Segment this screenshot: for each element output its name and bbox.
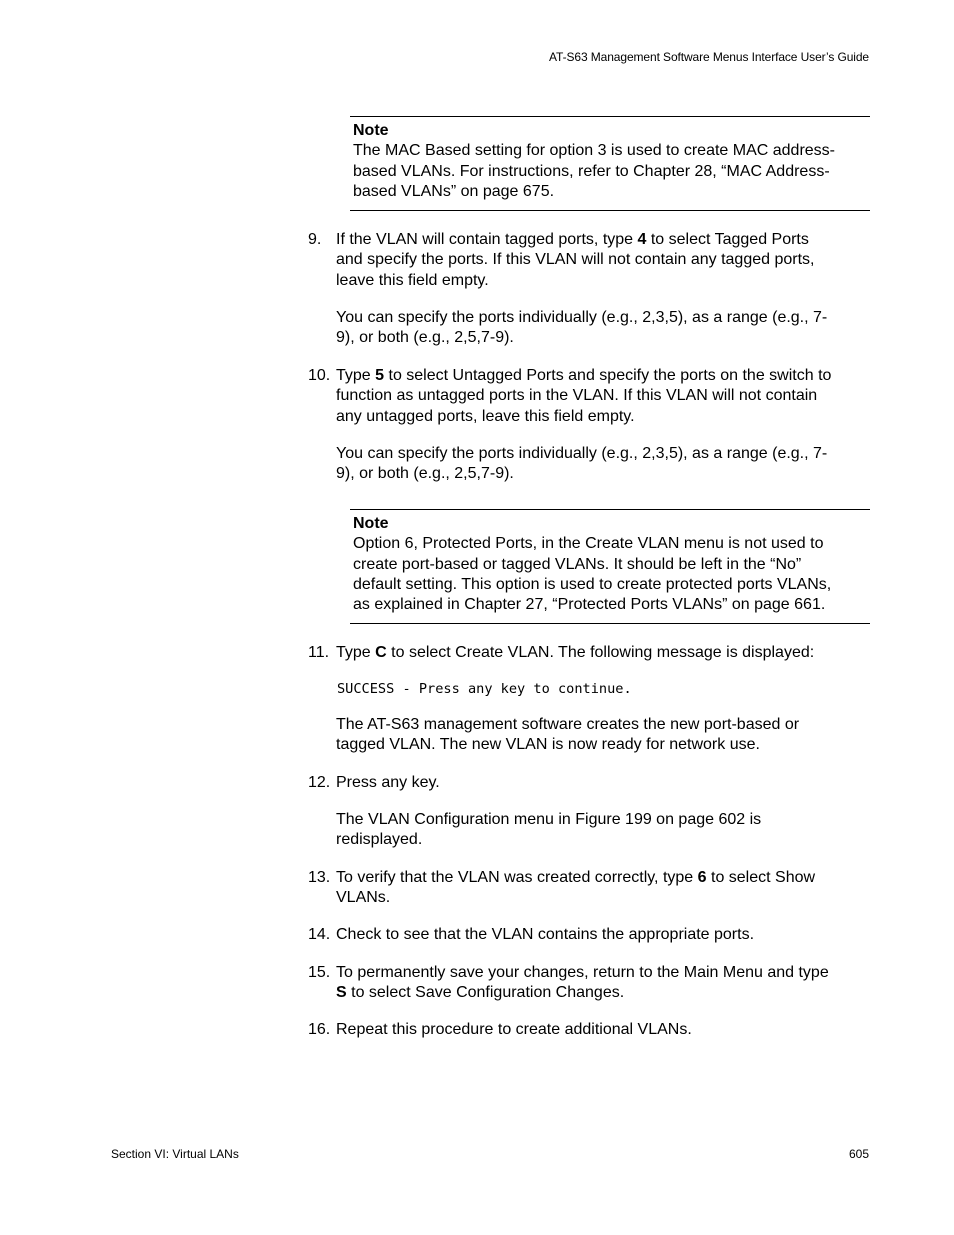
paragraph-result xyxy=(336,715,871,756)
step-text: Check to see that the VLAN contains the appropriate ports. xyxy=(336,926,755,943)
key-label: S xyxy=(336,984,347,1002)
step-text: to select Tagged Ports xyxy=(646,231,809,248)
paragraph-port-spec xyxy=(336,308,871,349)
step-text: to select Create VLAN. The following message is displayed: xyxy=(386,644,815,661)
key-label: 5 xyxy=(375,367,385,384)
console-message: SUCCESS - Press any key to continue. xyxy=(337,681,632,697)
step-number: 12. xyxy=(308,774,331,791)
paragraph-port-spec xyxy=(336,444,871,485)
note-line: default setting. This option is used to create protected ports VLANs, xyxy=(353,575,832,593)
paragraph-line: 9), or both (e.g., 2,5,7-9). xyxy=(336,329,514,347)
step-number: 16. xyxy=(308,1021,331,1038)
step-text: leave this field empty. xyxy=(336,271,489,289)
step-text: to select Untagged Ports and specify the ports on the switch to xyxy=(384,367,832,384)
paragraph-line: 9), or both (e.g., 2,5,7-9). xyxy=(336,465,514,483)
step-number: 15. xyxy=(308,964,331,981)
step-number: 14. xyxy=(308,926,331,943)
step-text: and specify the ports. If this VLAN will not contain any tagged ports, xyxy=(336,251,815,269)
paragraph-line: You can specify the ports individually (e.g., 2,3,5), as a range (e.g., 7- xyxy=(336,445,828,462)
note-line: as explained in Chapter 27, “Protected Ports VLANs” on page 661. xyxy=(353,596,826,614)
paragraph-line: The VLAN Configuration menu in Figure 199 on page 602 is xyxy=(336,811,762,828)
note-line: Option 6, Protected Ports, in the Create VLAN menu is not used to xyxy=(353,535,824,553)
step-text: To permanently save your changes, return to the Main Menu and type xyxy=(336,964,829,981)
footer-section: Section VI: Virtual LANs xyxy=(111,1147,239,1161)
note-line: based VLANs. For instructions, refer to Chapter 28, “MAC Address- xyxy=(353,162,830,180)
step-number: 11. xyxy=(308,644,330,661)
paragraph-line: redisplayed. xyxy=(336,831,423,849)
footer-page-number: 605 xyxy=(848,1147,869,1161)
step-text: Press any key. xyxy=(336,774,440,791)
step-number: 9. xyxy=(308,231,322,248)
note-line: The MAC Based setting for option 3 is used to create MAC address- xyxy=(353,142,836,160)
note-box-protected-ports xyxy=(350,509,870,624)
note-box-mac-based xyxy=(350,116,870,211)
paragraph-redisplay xyxy=(336,810,871,851)
step-text: function as untagged ports in the VLAN. If this VLAN will not contain xyxy=(336,387,818,405)
paragraph-line: You can specify the ports individually (e.g., 2,3,5), as a range (e.g., 7- xyxy=(336,309,828,326)
key-label: 4 xyxy=(637,231,647,248)
step-number: 10. xyxy=(308,367,331,384)
note-line: create port-based or tagged VLANs. It should be left in the “No” xyxy=(353,555,802,573)
note-title: Note xyxy=(353,122,389,139)
step-text: VLANs. xyxy=(336,889,391,907)
note-title: Note xyxy=(353,515,389,532)
step-text: to select Save Configuration Changes. xyxy=(346,984,625,1002)
key-label: C xyxy=(375,644,387,661)
paragraph-line: The AT-S63 management software creates the new port-based or xyxy=(336,716,800,733)
key-label: 6 xyxy=(697,869,707,886)
step-text: Type xyxy=(336,367,376,384)
paragraph-line: tagged VLAN. The new VLAN is now ready for network use. xyxy=(336,736,760,754)
step-text: to select Show xyxy=(706,869,816,886)
note-line: based VLANs” on page 675. xyxy=(353,182,555,200)
step-text: If the VLAN will contain tagged ports, type xyxy=(336,231,638,248)
step-text: Repeat this procedure to create additional VLANs. xyxy=(336,1021,692,1038)
step-number: 13. xyxy=(308,869,331,886)
running-header: AT-S63 Management Software Menus Interface User’s Guide xyxy=(549,50,869,64)
step-text: Type xyxy=(336,644,376,661)
step-text: any untagged ports, leave this field empty. xyxy=(336,407,635,425)
step-text: To verify that the VLAN was created correctly, type xyxy=(336,869,698,886)
